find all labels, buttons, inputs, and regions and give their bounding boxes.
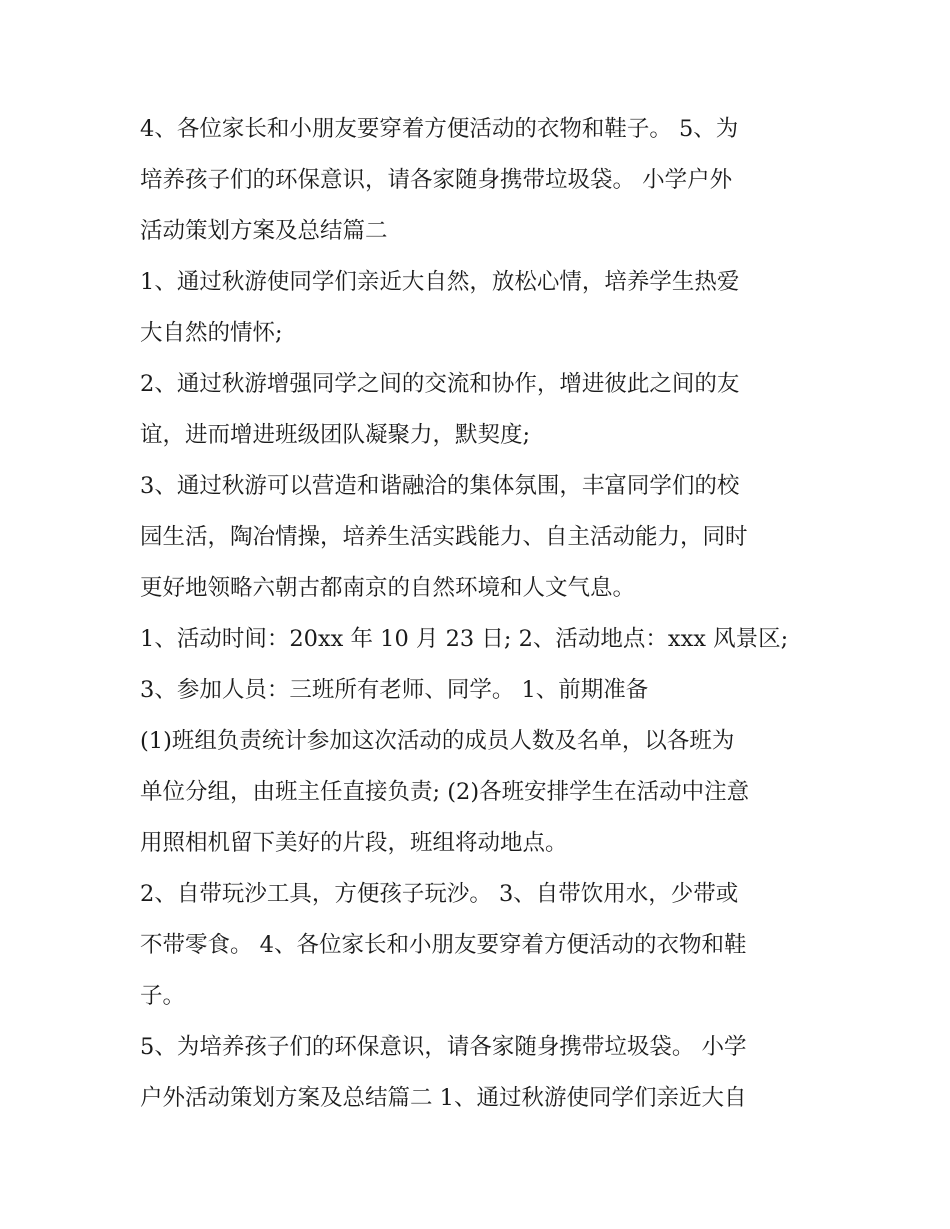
- text-line: 更好地领略六朝古都南京的自然环境和人文气息。: [140, 575, 636, 601]
- text-line: 培养孩子们的环保意识，请各家随身携带垃圾袋。 小学户外: [140, 167, 733, 193]
- text-line: 谊，进而增进班级团队凝聚力，默契度;: [140, 422, 531, 448]
- text-line: 1、活动时间：20xx 年 10 月 23 日; 2、活动地点：xxx 风景区;: [140, 626, 789, 652]
- text-line: 不带零食。 4、各位家长和小朋友要穿着方便活动的衣物和鞋: [140, 932, 747, 958]
- text-line: 单位分组，由班主任直接负责; (2)各班安排学生在活动中注意: [140, 779, 750, 805]
- text-line: 5、为培养孩子们的环保意识，请各家随身携带垃圾袋。 小学: [140, 1034, 747, 1060]
- text-line: (1)班组负责统计参加这次活动的成员人数及名单，以各班为: [140, 728, 735, 754]
- text-line: 户外活动策划方案及总结篇二 1、通过秋游使同学们亲近大自: [140, 1085, 747, 1111]
- text-line: 2、自带玩沙工具，方便孩子玩沙。 3、自带饮用水，少带或: [140, 881, 739, 907]
- section-heading-line: 活动策划方案及总结篇二: [140, 218, 388, 244]
- text-line: 1、通过秋游使同学们亲近大自然，放松心情，培养学生热爱: [140, 269, 740, 295]
- text-line: 3、通过秋游可以营造和谐融洽的集体氛围，丰富同学们的校: [140, 473, 740, 499]
- document-body: [140, 104, 820, 1124]
- text-line: 大自然的情怀;: [140, 320, 283, 346]
- text-line: 2、通过秋游增强同学之间的交流和协作，增进彼此之间的友: [140, 371, 740, 397]
- text-line: 园生活，陶冶情操，培养生活实践能力、自主活动能力，同时: [140, 524, 748, 550]
- text-line: 3、参加人员：三班所有老师、同学。 1、前期准备: [140, 677, 649, 703]
- text-line: 用照相机留下美好的片段，班组将动地点。: [140, 830, 568, 856]
- text-line: 4、各位家长和小朋友要穿着方便活动的衣物和鞋子。 5、为: [140, 116, 739, 142]
- text-line: 子。: [140, 983, 186, 1009]
